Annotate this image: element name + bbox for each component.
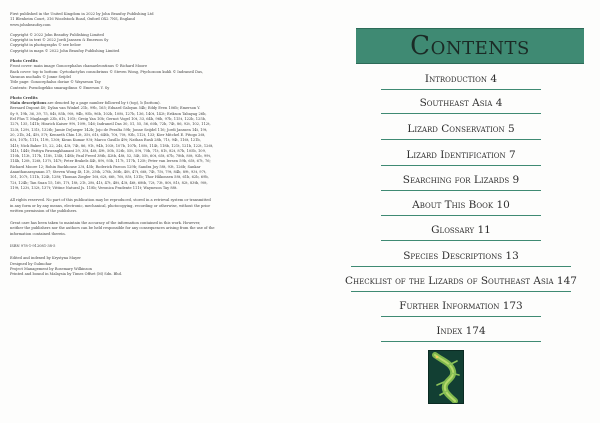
- toc-item-about-this-book[interactable]: About This Book 10: [412, 199, 510, 211]
- photo-credit-line: Back cover: top to bottom: Cyrtodactylus consobrinus © Steven Wong, Ptychozoon kuhli © Indraneil Das,: [10, 69, 204, 74]
- credit-line: 101, 107t, 111b, 124t, 128t; Thomas Ziegler 16t, 62t, 66t, 76t, 85t, 131b; Thor Håkonsen 58t, 61b, 62b, 69b,: [10, 175, 209, 180]
- credit-line: Richard Moore 12; Rohin Backhouse 23t, 45b; Roderick Parcon 129b; Sandra Joy 58t, 93t, 126b; Sankar: [10, 164, 201, 169]
- credit-line: 141t; Nick Baker 15, 22, 24t, 43t, 74t, 86, 91t, 94b, 103t, 107b, 107b, 108t, 114t, 118b, 121t, 121b, 122t, 126t,: [10, 143, 214, 148]
- credit-line: Ananthanarayanan 37; Steven Wong 4t, 13t, 25tb, 27tb, 36tb, 40t, 47t, 66t, 74t, 75t, 79t, 84b, 89t, 93t, 97t,: [10, 170, 207, 175]
- toc-item-searching-for-lizards[interactable]: Searching for Lizards 9: [402, 174, 520, 186]
- toc-item-introduction[interactable]: Introduction 4: [424, 73, 498, 85]
- gecko-illustration: [429, 351, 463, 403]
- contents-header-band: [356, 28, 584, 64]
- toc-divider: [381, 316, 541, 317]
- credit-line: 72t, 124b; Tan Suan 15, 16t, 17t, 18t, 21t, 28t, 41t, 47t, 48t, 43t, 46t, 68tb, 72t, 73t, 80t, 81t, 82t, 83tb, 90t,: [10, 180, 208, 185]
- toc-item-index[interactable]: Index 174: [436, 325, 486, 337]
- contents-title: Contents: [410, 31, 530, 61]
- toc-divider: [381, 113, 541, 114]
- copyright-line: Copyright © 2022 John Beaufoy Publishing Limited: [10, 32, 104, 37]
- isbn: ISBN 978-1-912081-38-5: [10, 243, 56, 248]
- credit-line: 114b, 120t, 126t, 137t, 147t; Peter Brakels 44t, 89t, 93b, 117t, 117b, 125t; Peter van Iersen 59b, 65t, 67t, 76;: [10, 159, 211, 164]
- credit-line: 63t, 107b, 111t, 119t, 130t; Kiran Kumar 93t; Marco Gasillo 49t; Nathan Rusli 28b, 71t, 94t, 116t, 121b,: [10, 138, 201, 143]
- care-line: information contained therein.: [10, 231, 66, 236]
- toc-divider: [381, 89, 541, 90]
- toc-divider: [381, 215, 541, 216]
- copyright-line: Copyright in maps © 2022 John Beaufoy Publishing Limited: [10, 48, 120, 53]
- credit-line: 110b, 113t, 117b, 118t, 134t, 148b; Paul Freed 38tb, 42tb, 48t, 52, 54t, 55t, 60t, 65t, 67b, 78tb, 80t, 92b, 99t,: [10, 154, 212, 159]
- photo-credit-line: Title page: Gonocephalus doriae © Wayneson Tay: [10, 80, 101, 85]
- toc-item-lizard-conservation[interactable]: Lizard Conservation 5: [407, 123, 515, 135]
- toc-divider: [381, 341, 541, 342]
- photo-credits-heading: Photo Credits: [10, 59, 38, 64]
- publisher-line: www.johnbeaufoy.com: [10, 22, 51, 27]
- production-line: Designed by Gulmohar: [10, 261, 52, 266]
- publisher-line: First published in the United Kingdom in 2022 by John Beaufoy Publishing Ltd: [10, 12, 154, 16]
- toc-item-lizard-identification[interactable]: Lizard Identification 7: [406, 149, 516, 161]
- toc-item-species-descriptions[interactable]: Species Descriptions 13: [403, 250, 519, 262]
- toc-item-checklist[interactable]: Checklist of the Lizards of Southeast Asia 147: [345, 275, 577, 287]
- toc-divider: [381, 165, 541, 166]
- credit-line: 20, 21b, 34, 45t, 57t; Kenneth Chin 13t, 35t, 61t, 64tb, 70t, 70t, 93b, 112t, 133; Kier Mitchel E. Pitogo 26t,: [10, 132, 206, 137]
- credit-line: Eel Plus T. Maglangit 23b, 61t, 101t; Greig Yan 10b; Gernot Vogel 10t, 33, 64b, 96b, 97b, 115t, 122b, 125b,: [10, 117, 207, 122]
- photo-credit-line: Contents: Pseudogekko smaragdinus © Emerson Y. Sy: [10, 85, 110, 90]
- main-descriptions-text: are denoted by a page number followed by t (top), b (bottom).: [47, 101, 161, 106]
- rights-line: written permission of the publishers.: [10, 208, 78, 213]
- contents-page: [322, 0, 600, 423]
- credit-line: 119t, 123t, 132t, 137t; Vittine Natural Js. 118b; Veronica Pradente 111t; Wayneson Tay 88t.: [10, 185, 178, 190]
- toc-item-glossary[interactable]: Glossary 11: [431, 224, 491, 236]
- publisher-line: 11 Blenheim Court, 316 Woodstock Road, Oxford OX2 7NS, England: [10, 17, 135, 22]
- credit-line: 123t, 129t, 131t, 132tb; Jamie DeJaeger 142b; Jojo de Peralta 59b; Jonne Seijdel 116; Jordi Janssen 14t, 19t,: [10, 127, 208, 132]
- credit-line: Sy 9, 19b, 36, 39, 75, 84t, 85b, 90t, 94b, 95b, 96b, 102b, 108t, 127b, 136, 140t, 142t; Erikson Tabayag 26b,: [10, 111, 207, 116]
- production-line: Edited and indexed by Krystyna Mayer: [10, 256, 81, 261]
- main-descriptions-label: Main descriptions: [10, 101, 47, 106]
- imprint-page: [10, 12, 310, 416]
- photo-credit-line: Front cover: main image Gonocephalus chamaeleontinus © Richard Moore: [10, 64, 148, 69]
- rights-line: in any form or by any means, electronic, mechanical, photocopying, recording or otherwise, without the prior: [10, 203, 211, 208]
- credit-line: 141t, 144t; Pattiya Pawangkhanant 29, 35t, 46t, 49t, 50b, 52tb, 55t, 59t, 70b, 71t, 81t, 82t, 87b, 105b, 109,: [10, 148, 207, 153]
- production-line: Project Management by Rosemary Wilkinson: [10, 266, 92, 271]
- toc-divider: [351, 266, 571, 267]
- toc-divider: [351, 291, 571, 292]
- gecko-photo-icon: [428, 350, 464, 404]
- toc-divider: [381, 139, 541, 140]
- toc-item-further-information[interactable]: Further Information 173: [399, 300, 523, 312]
- toc-item-southeast-asia[interactable]: Southeast Asia 4: [419, 97, 503, 109]
- rights-line: All rights reserved. No part of this publication may be reproduced, stored in a retrieval system or transmitted: [10, 198, 211, 203]
- care-line: Great care has been taken to maintain the accuracy of the information contained in this work. However,: [10, 221, 201, 226]
- photo-credits-heading-2: Photo Credits: [10, 95, 38, 100]
- care-line: neither the publishers nor the authors can be held responsible for any consequences arising from the use of the: [10, 226, 215, 231]
- production-line: Printed and bound in Malaysia by Times Offset (M) Sdn. Bhd.: [10, 272, 123, 277]
- credit-line: Bernard Dupont 40; Dylan van Winkel 21b, 99b, 165; Eduard Galoyan 54b; Eddy Even 106b; Emerson Y.: [10, 106, 201, 111]
- copyright-line: Copyright in text © 2022 Jordi Janssen & Emerson Sy: [10, 38, 109, 43]
- toc-divider: [381, 240, 541, 241]
- toc-divider: [381, 190, 541, 191]
- credit-line: 127t, 135, 141b; Hinrich Kaiser 99t, 109t, 146; Indraneil Das 30, 51, 55, 56, 60b, 72b, 74t, 86, 92t, 102, 112t,: [10, 122, 211, 127]
- photo-credit-line: Varanus nuchalis © Jonne Seijdel: [10, 74, 71, 79]
- copyright-line: Copyright in photographs © see below: [10, 43, 81, 48]
